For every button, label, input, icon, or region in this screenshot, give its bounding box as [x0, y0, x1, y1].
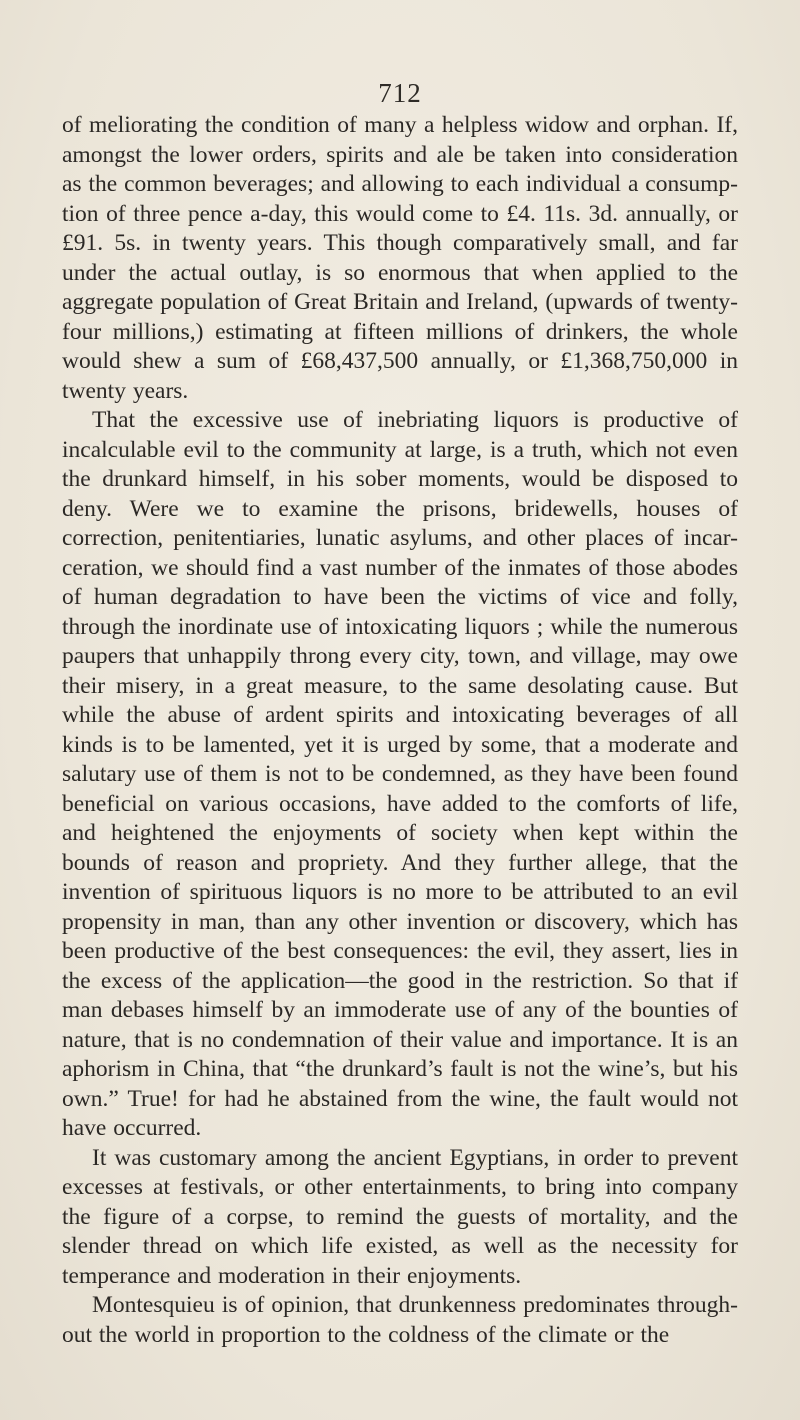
paragraph-continuation: of meliorating the condition of many a helpless widow and orphan. If, amongst the lower orders, spirits and ale be taken into consideration as the common beverages; and allowing to each individual a consump-tion of three pence a-day, this would come to £4. 11s. 3d. annually, or £91. 5s. in twenty years. This though comparatively small, and far under the actual outlay, is so enormous that when applied to the aggregate population of Great Britain and Ireland, (upwards of twenty-four millions,) estimating at fifteen millions of drinkers, the whole would shew a sum of £68,437,500 annually, or £1,368,750,000 in twenty years.	[62, 112, 738, 404]
page-number: 712	[378, 78, 422, 108]
paragraph-egyptians: It was customary among the ancient Egyptians, in order to prevent excesses at festivals, or other entertainments, to bring into company the figure of a corpse, to remind the guests of mortality, and the slender thread on which life existed, as well as the necessity for temperance and moderation in their enjoyments.	[62, 1144, 738, 1289]
body-text	[62, 111, 738, 1350]
paragraph-montesquieu: Montesquieu is of opinion, that drunkenness predominates through-out the world in proportion to the coldness of the climate or the	[62, 1292, 738, 1348]
paragraph-inebriating-liquors: That the excessive use of inebriating liquors is productive of incalculable evil to the community at large, is a truth, which not even the drunkard himself, in his sober moments, would be disposed to deny. Were we to examine the prisons, bridewells, houses of correction, penitentiaries, lunatic asylums, and other places of incar-ceration, we should find a vast number of the inmates of those abodes of human degradation to have been the victims of vice and folly, through the inordinate use of intoxicating liquors ; while the numerous paupers that unhappily throng every city, town, and village, may owe their misery, in a great measure, to the same desolating cause. But while the abuse of ardent spirits and intoxicating beverages of all kinds is to be lamented, yet it is urged by some, that a moderate and salutary use of them is not to be condemned, as they have been found beneficial on various occasions, have added to the comforts of life, and heightened the enjoyments of society when kept within the bounds of reason and propriety. And they further allege, that the invention of spirituous liquors is no more to be attributed to an evil propensity in man, than any other invention or discovery, which has been productive of the best consequences: the evil, they assert, lies in the excess of the application—the good in the restriction. So that if man debases himself by an immoderate use of any of the bounties of nature, that is no condemnation of their value and importance. It is an aphorism in China, that “the drunkard’s fault is not the wine’s, but his own.” True! for had he abstained from the wine, the fault would not have occurred.	[62, 407, 738, 1141]
